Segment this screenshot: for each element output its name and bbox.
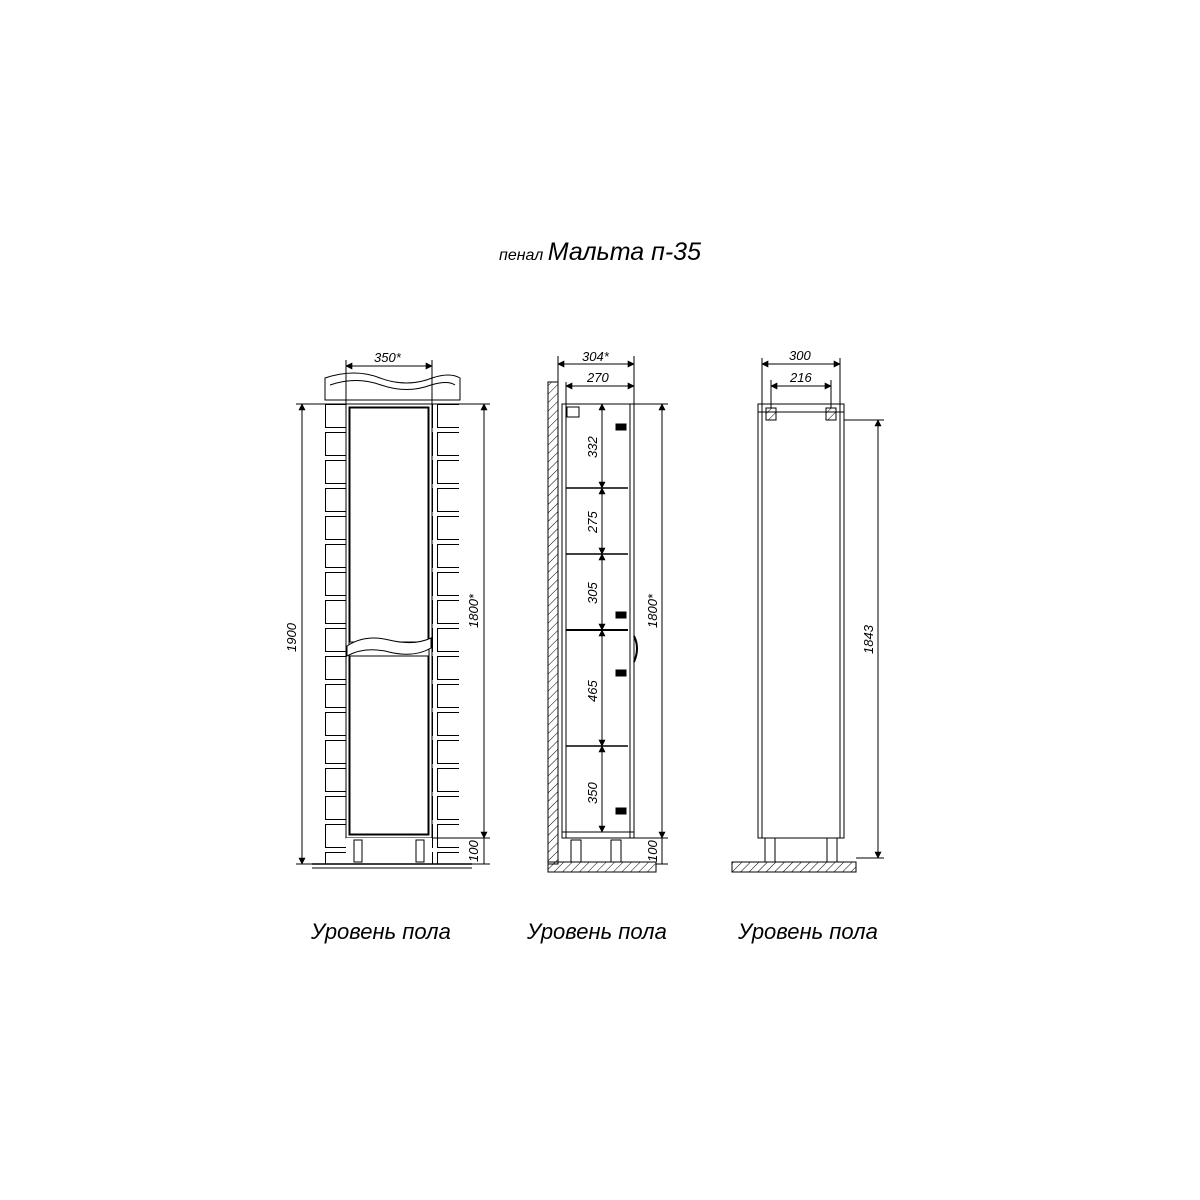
side-leg-right	[611, 840, 621, 862]
back-width-inner-label: 216	[790, 370, 812, 385]
side-height-body-label: 1800*	[645, 594, 660, 628]
front-leg-left	[354, 840, 362, 862]
front-height-total-label: 1900	[284, 623, 299, 652]
side-depth-outer-label: 304*	[582, 349, 609, 364]
side-leg-left	[571, 840, 581, 862]
front-view	[296, 360, 490, 868]
back-cabinet-body	[758, 404, 844, 838]
side-cabinet-body	[562, 404, 634, 838]
back-floor-label: Уровень пола	[738, 919, 878, 944]
side-floor-label: Уровень пола	[527, 919, 667, 944]
side-shelf-label-4: 465	[585, 680, 600, 702]
side-depth-inner-label: 270	[587, 370, 609, 385]
side-shelf-label-3: 305	[585, 582, 600, 604]
side-shelf-label-5: 350	[585, 782, 600, 804]
back-height-label: 1843	[861, 625, 876, 654]
back-view	[732, 358, 884, 872]
back-bracket-right	[826, 408, 836, 420]
back-floor-hatch	[732, 862, 856, 872]
side-hinge-1	[616, 424, 626, 430]
side-hinge-2	[616, 612, 626, 618]
side-hinge-3	[616, 670, 626, 676]
side-floor-hatch	[548, 862, 656, 872]
side-shelf-label-2: 275	[585, 511, 600, 533]
side-hinge-4	[616, 808, 626, 814]
side-legs-label: 100	[645, 840, 660, 862]
back-leg-left	[765, 838, 775, 862]
front-top-decoration	[325, 373, 460, 400]
front-leg-right	[416, 840, 424, 862]
front-legs-label: 100	[466, 840, 481, 862]
title-name: Мальта п-35	[547, 238, 701, 266]
front-height-body-label: 1800*	[466, 594, 481, 628]
back-leg-right	[827, 838, 837, 862]
side-wall-hatch	[548, 382, 558, 864]
side-shelf-label-1: 332	[585, 436, 600, 458]
back-width-outer-label: 300	[789, 348, 811, 363]
front-cabinet-body	[346, 404, 432, 838]
front-width-label: 350*	[374, 350, 401, 365]
title-prefix: пенал	[499, 247, 544, 264]
front-floor-label: Уровень пола	[311, 919, 451, 944]
back-bracket-left	[766, 408, 776, 420]
